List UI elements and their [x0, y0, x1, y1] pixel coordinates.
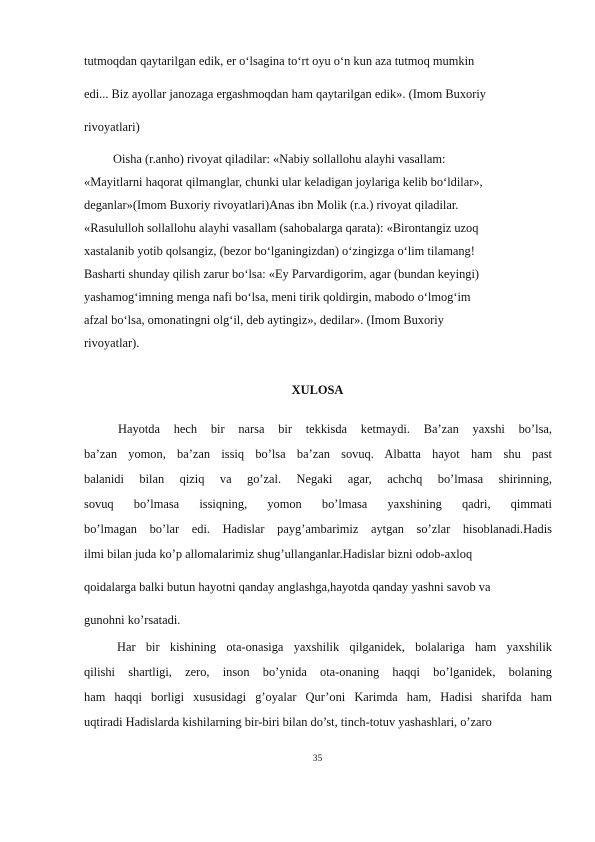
text-line: Har bir kishining ota-onasiga yaxshilik qilganidek, bolalariga ham yaxshilik: [117, 640, 552, 654]
text-line: qilishi shartligi, zero, inson bo’ynida ota-onaning haqqi bo’lganidek, bolaning: [84, 665, 552, 679]
text-line: ba’zan yomon, ba’zan issiq bo’lsa ba’zan sovuq. Albatta hayot ham shu past: [84, 447, 552, 461]
text-line: afzal bo‘lsa, omonatingni olg‘il, deb aytingiz», dedilar». (Imom Buxoriy: [84, 313, 444, 327]
text-line: deganlar»(Imom Buxoriy rivoyatlari)Anas ibn Molik (r.a.) rivoyat qiladilar.: [84, 198, 459, 212]
text-line: edi... Biz ayollar janozaga ergashmoqdan ham qaytarilgan edik». (Imom Buxoriy: [84, 87, 487, 101]
text-line: gunohni ko’rsatadi.: [84, 613, 181, 627]
text-line: «Mayitlarni haqorat qilmanglar, chunki ular keladigan joylariga kelib bo‘ldilar»,: [84, 175, 483, 189]
text-line: tutmoqdan qaytarilgan edik, er o‘lsagina to‘rt oyu o‘n kun aza tutmoq mumkin: [84, 54, 475, 68]
section-heading: XULOSA: [291, 383, 344, 397]
text-line: Oisha (r.anho) rivoyat qiladilar: «Nabiy sollallohu alayhi vasallam:: [113, 152, 446, 166]
text-line: sovuq bo’lmasa issiqning, yomon bo’lmasa yaxshining qadri, qimmati: [84, 497, 552, 511]
text-line: rivoyatlari): [84, 120, 140, 134]
text-line: ham haqqi borligi xususidagi g’oyalar Qur’oni Karimda ham, Hadisi sharifda ham: [84, 690, 552, 704]
text-line: ilmi bilan juda ko’p allomalarimiz shug’ullanganlar.Hadislar bizni odob-axloq: [84, 547, 473, 561]
text-line: Hayotda hech bir narsa bir tekkisda ketmaydi. Ba’zan yaxshi bo’lsa,: [118, 422, 552, 436]
text-line: yashamog‘imning menga nafi bo‘lsa, meni tirik qoldirgin, mabodo o‘lmog‘im: [84, 290, 471, 304]
text-line: xastalanib yotib qolsangiz, (bezor bo‘lganingizdan) o‘zingizga o‘lim tilamang!: [84, 244, 475, 258]
text-line: balanidi bilan qiziq va go’zal. Negaki agar, achchq bo’lmasa shirinning,: [84, 472, 552, 486]
text-line: bo’lmagan bo’lar edi. Hadislar payg’ambarimiz aytgan so’zlar hisoblanadi.Hadis: [84, 522, 552, 536]
page-number: 35: [312, 754, 323, 764]
text-line: qoidalarga balki butun hayotni qanday anglashga,hayotda qanday yashni savob va: [84, 580, 491, 594]
text-line: Basharti shunday qilish zarur bo‘lsa: «Ey Parvardigorim, agar (bundan keyingi): [84, 267, 480, 281]
text-line: «Rasululloh sollallohu alayhi vasallam (sahobalarga qarata): «Birontangiz uzoq: [84, 221, 479, 235]
text-line: uqtiradi Hadislarda kishilarning bir-biri bilan do’st, tinch-totuv yashashlari, o’zaro: [84, 715, 492, 729]
text-line: rivoyatlar).: [84, 336, 140, 350]
